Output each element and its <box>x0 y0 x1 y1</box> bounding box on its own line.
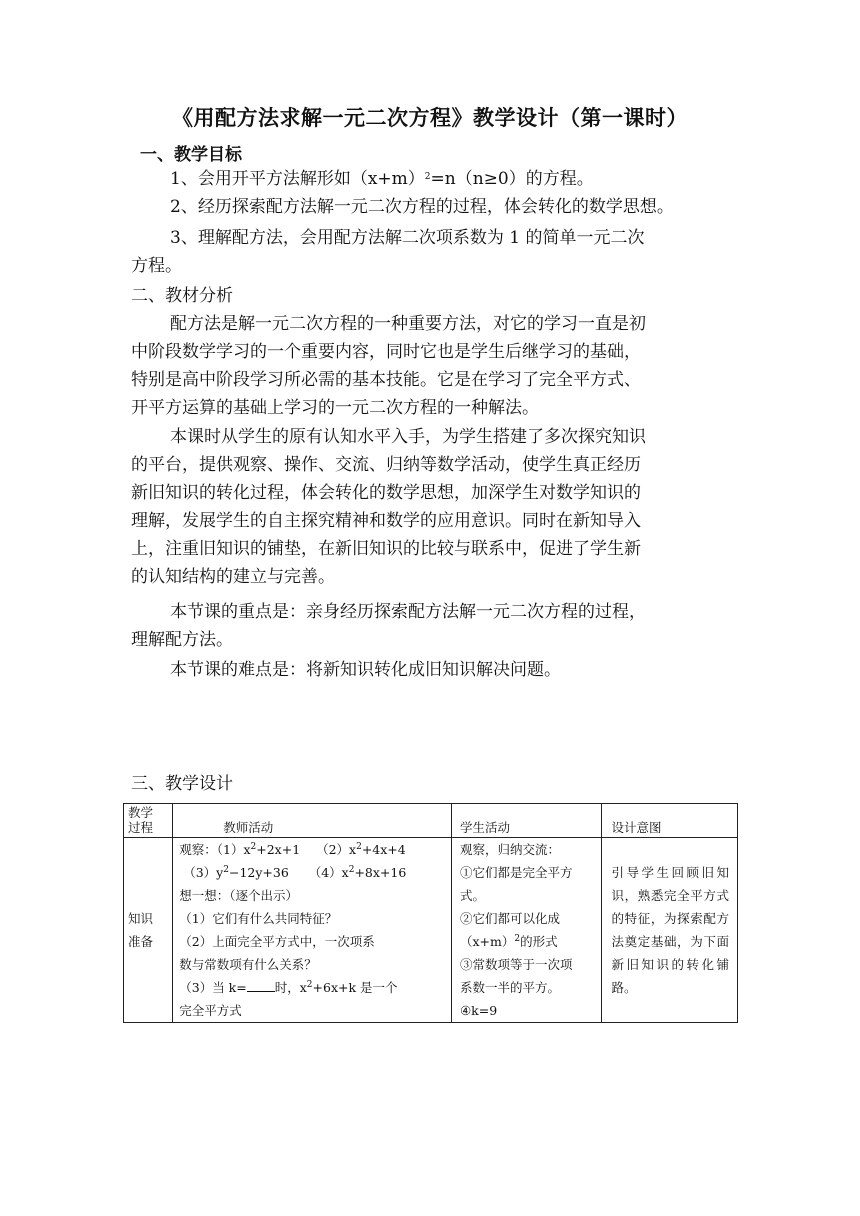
header-teacher-activity: 教师活动 <box>173 804 452 838</box>
teaching-design-table <box>123 803 738 1023</box>
teacher-activity-cell: 观察：$(1)x^2+2x+1$ $(2)x^2+4x+4$ $(3)y^2-12y+36$ $(4)x^2+8x+16$ 想一想：（逐个出示） （1）它们有什么共同特征？ （2）上面完全平方式中，一次项系 数与常数项有什么关系？ （3）当 k= 时，$x^2+6x+k$ 是一个 完全平方式 <box>173 838 452 1023</box>
objective-1: 1、会用开平方法解形如$(x+m)^2=n(n\ge 0)$的方程。 <box>170 169 594 189</box>
objective-3-line2: 方程。 <box>131 256 182 276</box>
objective-2: 2、经历探索配方法解一元二次方程的过程，体会转化的数学思想。 <box>170 197 674 217</box>
table-row <box>124 838 738 1023</box>
analysis-p2-line5: 上，注重旧知识的铺垫，在新旧知识的比较与联系中，促进了学生新 <box>131 539 641 559</box>
objective-3-line1: 3、理解配方法，会用配方法解二次项系数为 1 的简单一元二次 <box>170 228 645 248</box>
analysis-p1-line4: 开平方运算的基础上学习的一元二次方程的一种解法。 <box>131 398 539 418</box>
header-student-activity: 学生活动 <box>451 804 601 838</box>
table-header-row <box>124 804 738 838</box>
analysis-p1-line1: 配方法是解一元二次方程的一种重要方法，对它的学习一直是初 <box>170 314 646 334</box>
analysis-p2-line6: 的认知结构的建立与完善。 <box>131 567 335 587</box>
header-process: 教学 过程 <box>124 804 173 838</box>
section-heading-design: 三、教学设计 <box>131 774 233 794</box>
analysis-p2-line1: 本课时从学生的原有认知水平入手，为学生搭建了多次探究知识 <box>170 427 646 447</box>
section-heading-objectives: 一、教学目标 <box>140 145 242 165</box>
section-heading-materials: 二、教材分析 <box>131 286 233 306</box>
analysis-p2-line4: 理解，发展学生的自主探究精神和数学的应用意识。同时在新知导入 <box>131 511 641 531</box>
header-design-intent: 设计意图 <box>601 804 738 838</box>
analysis-p2-line2: 的平台，提供观察、操作、交流、归纳等数学活动，使学生真正经历 <box>131 455 641 475</box>
document-title: 《用配方法求解一元二次方程》教学设计（第一课时） <box>172 106 688 130</box>
key-point-line2: 理解配方法。 <box>131 630 233 650</box>
design-intent-cell: 引导学生回顾旧知 识，熟悉完全平方式 的特征，为探索配方 法奠定基础，为下面 新旧知识的转化铺 路。 <box>601 838 738 1023</box>
analysis-p1-line2: 中阶段数学学习的一个重要内容，同时它也是学生后继学习的基础， <box>131 342 641 362</box>
analysis-p1-line3: 特别是高中阶段学习所必需的基本技能。它是在学习了完全平方式、 <box>131 370 641 390</box>
process-cell: 知识 准备 <box>124 838 173 1023</box>
key-point-line1: 本节课的重点是：亲身经历探索配方法解一元二次方程的过程， <box>170 602 646 622</box>
difficulty-point: 本节课的难点是：将新知识转化成旧知识解决问题。 <box>170 660 561 680</box>
analysis-p2-line3: 新旧知识的转化过程，体会转化的数学思想，加深学生对数学知识的 <box>131 483 641 503</box>
student-activity-cell: 观察，归纳交流： ①它们都是完全平方 式。 ②它们都可以化成 $(x+m)^2$的形式 ③常数项等于一次项 系数一半的平方。 ④k=9 <box>451 838 601 1023</box>
fill-blank <box>247 977 275 992</box>
